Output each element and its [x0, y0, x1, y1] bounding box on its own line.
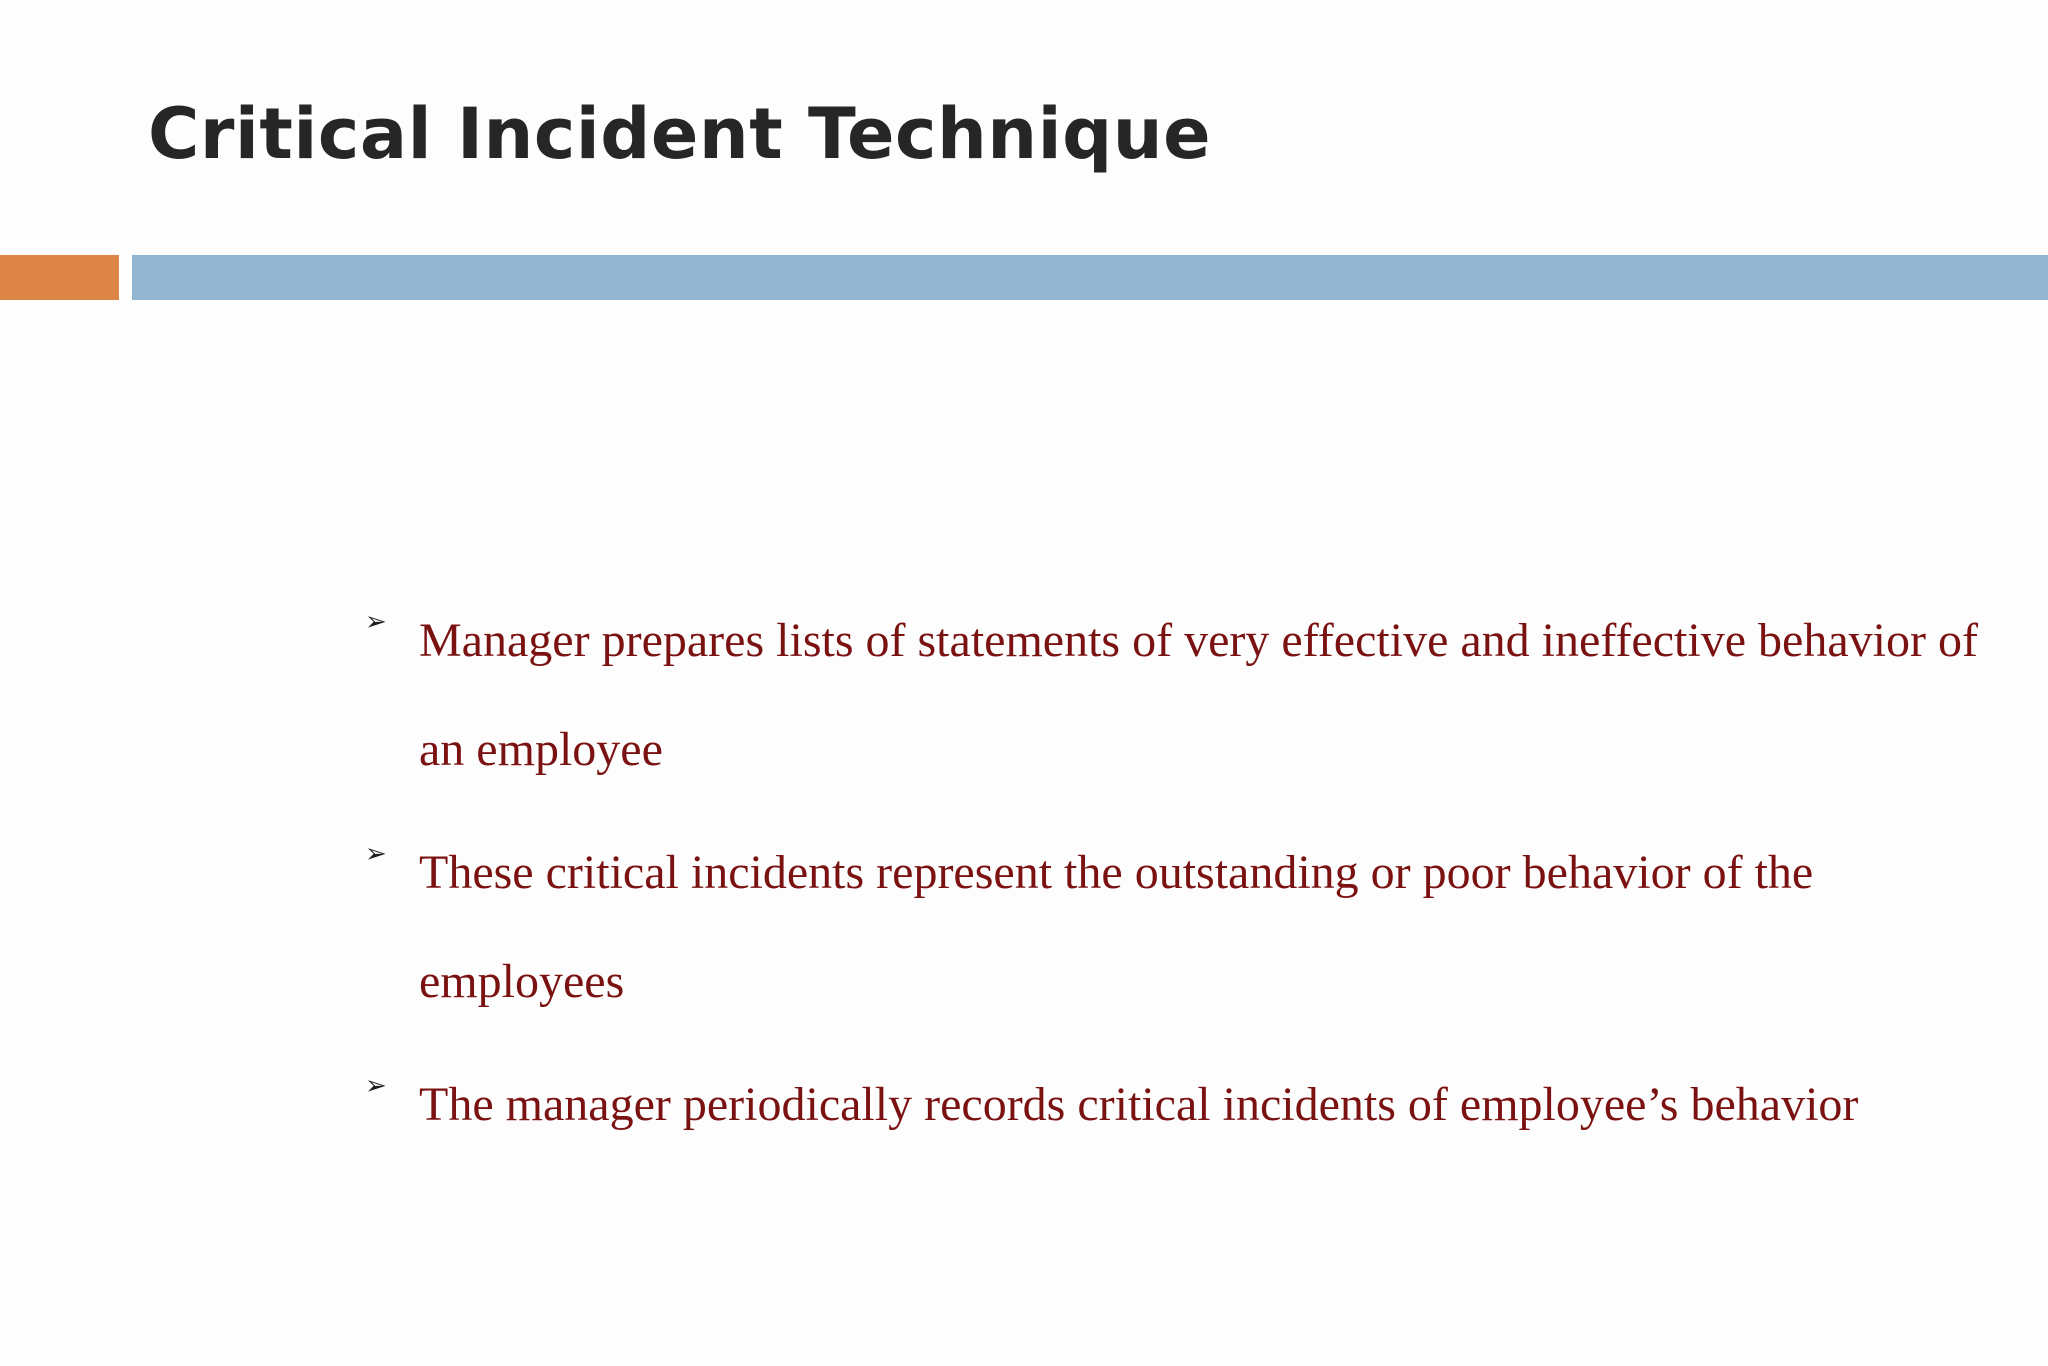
bullet-item: [360, 1050, 2000, 1159]
bullet-list: [360, 586, 2000, 1173]
bullet-text: These critical incidents represent the outstanding or poor behavior of the employees: [419, 846, 1814, 1008]
bullet-item: [360, 818, 2000, 1036]
bullet-item: [360, 586, 2000, 804]
title-divider-bar: [132, 255, 2048, 300]
arrowhead-bullet-icon: ➢: [365, 1071, 387, 1101]
slide-title: Critical Incident Technique: [148, 93, 1212, 175]
bullet-text: The manager periodically records critical incidents of employee’s behavior: [419, 1078, 1859, 1131]
bullet-text: Manager prepares lists of statements of very effective and ineffective behavior of an employee: [419, 614, 1978, 776]
arrowhead-bullet-icon: ➢: [365, 607, 387, 637]
title-accent-bar: [0, 255, 119, 300]
arrowhead-bullet-icon: ➢: [365, 839, 387, 869]
